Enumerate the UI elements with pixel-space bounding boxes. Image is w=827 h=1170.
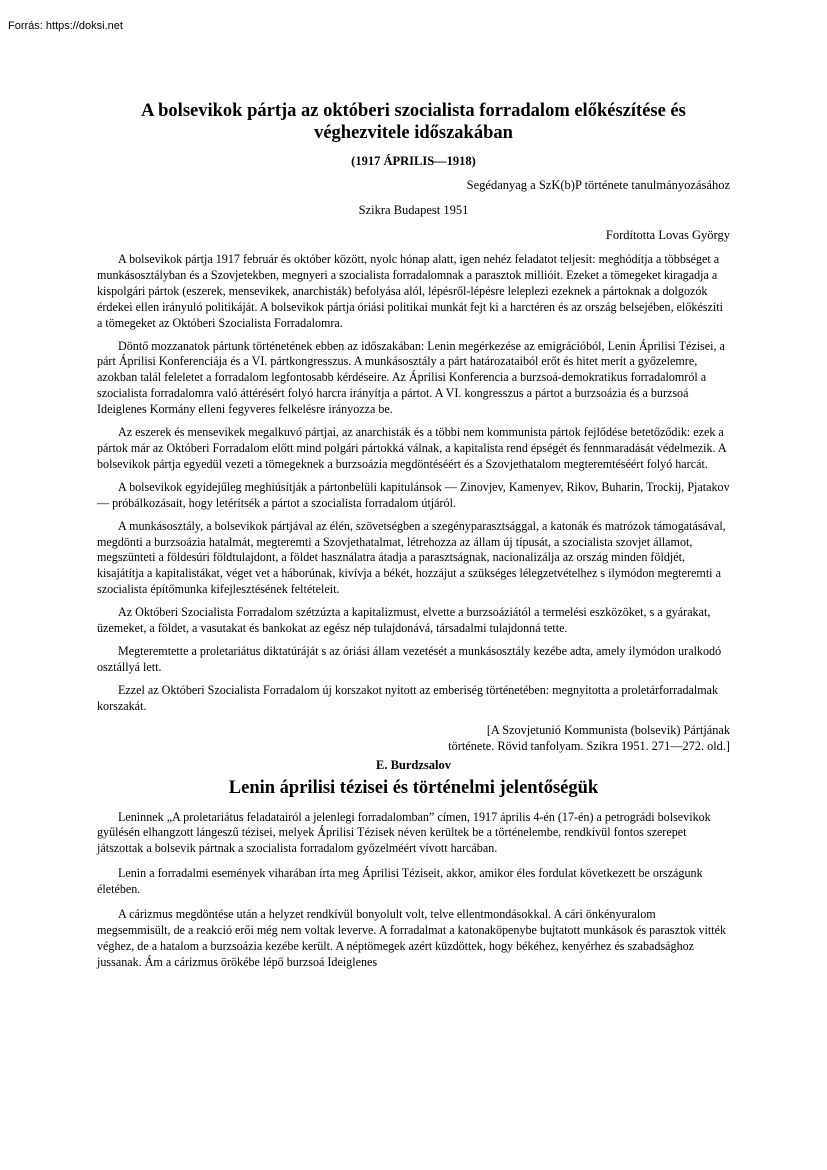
paragraph: Leninnek „A proletariátus feladatairól a jelenlegi forradalomban” címen, 1917 április 4-én (17-én) a petrográdi bolsevikok gyűlésén elhangzott lángeszű tézisei, melyek Áprilisi Tézisek néven kerültek be a történelembe, rendkívül fontos szerepet játszottak a bolsevik pártnak a szocialista forradalom győzelméért vívott harcában. — [97, 809, 711, 856]
subtitle-line: Segédanyag a SzK(b)P története tanulmányozásához — [466, 178, 730, 192]
citation-line: [A Szovjetunió Kommunista (bolsevik) Pártjának — [486, 722, 730, 737]
paragraph: Ezzel az Októberi Szocialista Forradalom új korszakot nyitott az emberiség történetében: megnyitotta a proletárforradalmak korszakát. — [97, 682, 719, 713]
paragraph: A munkásosztály, a bolsevikok pártjával az élén, szövetségben a szegényparasztsággal, a katonák és matrózok támogatásával, megdönti a burzsoázia hatalmát, megteremti a Szovjethatalmat, létrehozza az állam új típusát, a szocialista szovjet államot, megszünteti a földesúri földtulajdont, a földet használatra átadja a parasztságnak, nacionalizálja az ország minden földjét, kisajátítja a kapitalistákat, véget vet a háborúnak, kivívja a békét, hozzájut a szükséges lélegzetvételhez s ilymódon megteremti a szocialista építőmunka kifejlesztésének feltételeit. — [97, 518, 726, 597]
section-party-history — [97, 252, 730, 754]
citation — [97, 722, 730, 754]
document-title: A bolsevikok pártja az októberi szocialista forradalom előkészítése és véghezvitele időszakában — [141, 101, 686, 143]
paragraph: Az eszerek és mensevikek megalkuvó pártjai, az anarchisták és a többi nem kommunista pártok fejlődése betetőződik: ezek a pártok már az Októberi Forradalom előtt mind polgári pártokká válnak, a kapitalista rend épségét és fennmaradását védelmezik. A bolsevikok pártja egyedül vezeti a tömegeknek a burzsoázia megdöntéséért és a Szovjethatalom megteremtéséért folyó harcát. — [97, 425, 726, 471]
paragraph: A bolsevikok egyidejűleg meghiúsítják a pártonbelüli kapitulánsok — Zinovjev, Kamenyev, Rikov, Buharin, Trockij, Pjatakov — próbálkozásait, hogy letérítsék a pártot a szocialista forradalom útjáról. — [97, 479, 730, 510]
paragraph: Megteremtette a proletariátus diktatúráját s az óriási állam vezetését a munkásosztály kezébe adta, amely ilymódon uralkodó osztállyá lett. — [97, 643, 722, 674]
publisher-line: Szikra Budapest 1951 — [358, 203, 469, 217]
paragraph: Lenin a forradalmi események viharában írta meg Áprilisi Téziseit, akkor, amikor éles fordulat következett be országunk életében. — [97, 866, 703, 897]
citation-line: története. Rövid tanfolyam. Szikra 1951. 271—272. old.] — [448, 738, 730, 753]
section-april-theses — [97, 757, 730, 971]
paragraph: A bolsevikok pártja 1917 február és október között, nyolc hónap alatt, igen nehéz feladatot teljesít: meghódítja a többséget a munkásosztályban és a Szovjetekben, megnyeri a szocialista forradalomnak a parasztok millióit. Ezeket a tömegeket kiragadja a kispolgári pártok (eszerek, mensevikek, anarchisták) befolyása alól, lépésről-lépésre leleplezi ezeknek a pártoknak a dolgozók érdekei ellen irányuló politikáját. A bolsevikok pártja óriási politikai munkát fejt ki a harctéren és az ország belsejében, előkészíti a tömegeket az Októberi Szocialista Forradalomra. — [97, 252, 723, 330]
paragraph: Döntő mozzanatok pártunk történetének ebben az időszakában: Lenin megérkezése az emigrációból, Lenin Áprilisi Tézisei, a párt Áprilisi Konferenciája és a VI. pártkongresszus. A munkásosztály a párt határozataiból erőt és hitet merít a győzelemre, azokban talál feleletet a forradalom legfontosabb kérdéseire. Az Áprilisi Konferencia a burzsoá-demokratikus forradalomról a szocialista forradalomra való áttérésért folyó harcra irányítja a pártot. A VI. kongresszus a pártot a burzsoázia és a burzsoá Ideiglenes Kormány elleni fegyveres felkelésre irányozza be. — [97, 338, 725, 417]
author-name: E. Burdzsalov — [375, 757, 451, 772]
source-line: Forrás: https://doksi.net — [8, 20, 123, 32]
paragraph: A cárizmus megdöntése után a helyzet rendkívül bonyolult volt, telve ellentmondásokkal. A cári önkényuralom megsemmisült, de a reakció erői még nem voltak leverve. A forradalmat a katonaköpenybe bujtatott munkások és parasztok vitték véghez, de a hatalom a burzsoázia kezébe került. A néptömegek azért küzdöttek, hogy békéhez, kenyérhez és szabadsághoz jussanak. Ám a cárizmus örökébe lépő burzsoá Ideiglenes — [97, 907, 727, 969]
section-title: Lenin áprilisi tézisei és történelmi jelentőségük — [228, 777, 599, 798]
document-page — [97, 100, 730, 980]
period-line: (1917 ÁPRILIS—1918) — [351, 154, 476, 168]
translator-line: Fordította Lovas György — [605, 228, 730, 242]
paragraph: Az Októberi Szocialista Forradalom szétzúzta a kapitalizmust, elvette a burzsoáziától a termelési eszközöket, s a gyárakat, üzemeket, a földet, a vasutakat és bankokat az egész nép tulajdonává, társadalmi tulajdonná tette. — [97, 605, 711, 636]
